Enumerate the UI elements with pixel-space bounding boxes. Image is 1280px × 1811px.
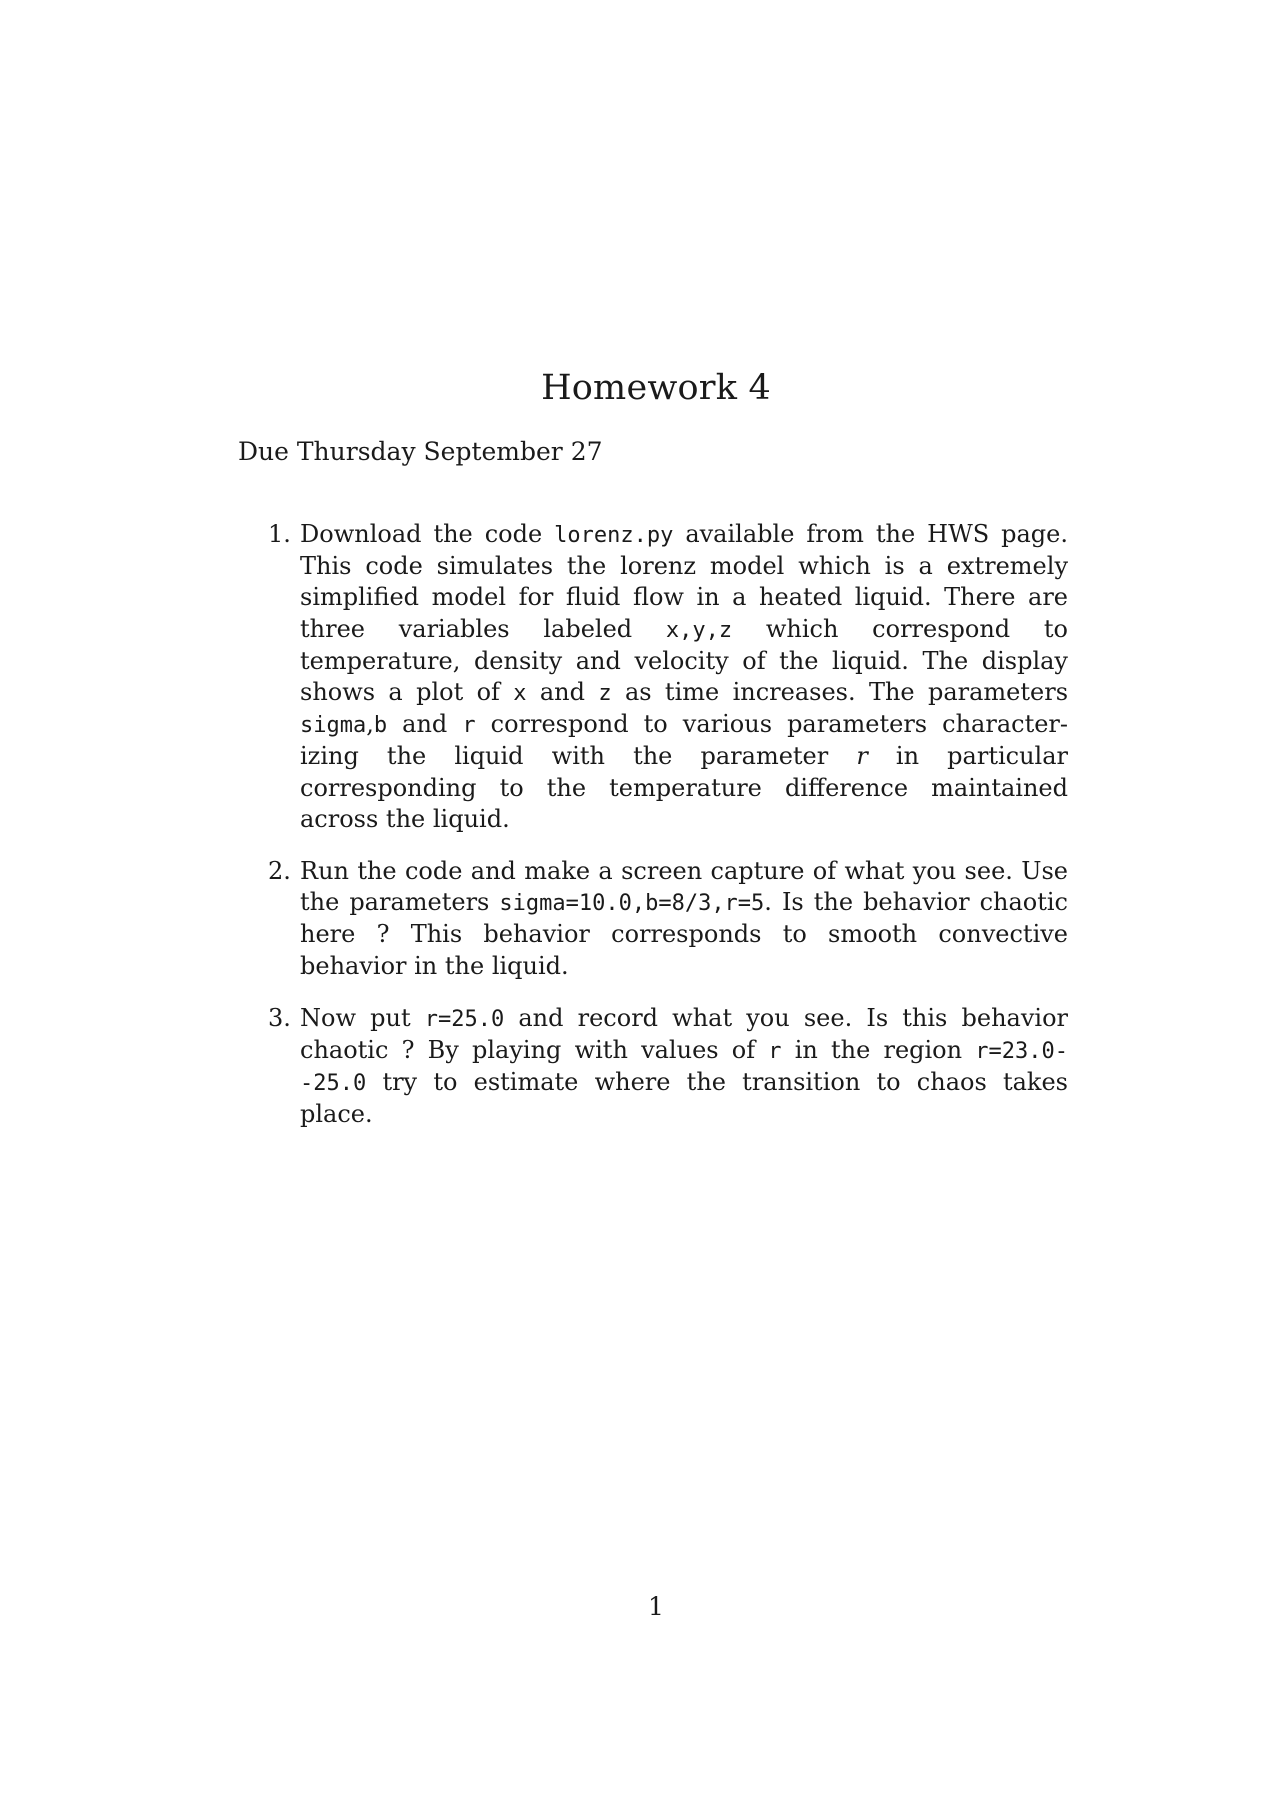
math-variable: r	[856, 742, 868, 771]
code-parameter: r=25.0	[424, 1006, 505, 1032]
code-parameter: sigma	[300, 713, 367, 739]
code-parameter: b	[373, 713, 388, 739]
page-number: 1	[648, 1592, 664, 1621]
text-run: Run the code and make a screen capture of what you see. Use the parameters	[300, 857, 1068, 917]
question-item-1	[268, 519, 1068, 835]
question-item-2	[268, 856, 1068, 982]
question-number: 1.	[268, 520, 291, 548]
question-text	[300, 1003, 1068, 1131]
question-item-3	[268, 1003, 1068, 1131]
text-run: . Is the behavior chaotic here ? This behavior corresponds to smooth convective behavior in the liquid.	[300, 888, 1068, 980]
code-variables: x,y,z	[665, 617, 733, 643]
text-run: try to estimate where the transition to chaos takes place.	[300, 1068, 1068, 1129]
text-run: Download the code	[300, 520, 555, 548]
text-run: which correspond to temperature, density and velocity of the liquid. The display shows a plot of	[300, 614, 1069, 707]
page-title: Homework 4	[541, 368, 771, 408]
question-text	[300, 519, 1068, 835]
code-parameters: sigma=10.0,b=8/3,r=5	[499, 891, 765, 917]
code-variable: z	[598, 681, 612, 707]
code-range: r=23.0--25.0	[300, 1039, 1068, 1097]
due-date: Due Thursday September 27	[238, 437, 603, 466]
text-run: in the region	[781, 1036, 976, 1065]
code-filename: lorenz.py	[554, 523, 674, 548]
text-run: and	[526, 678, 599, 707]
text-run: correspond to various parameters character-izing the liquid with the parameter	[300, 710, 1069, 771]
text-run: in particular corresponding to the temperature difference maintained across the liquid.	[300, 742, 1068, 833]
question-number: 3.	[268, 1003, 291, 1032]
text-run: and record what you see. Is this behavior chaotic ? By playing with values of	[300, 1003, 1068, 1065]
question-text	[300, 856, 1068, 982]
code-variable: x	[513, 681, 527, 707]
code-parameter: r	[768, 1039, 782, 1065]
code-parameter: r	[462, 713, 476, 739]
text-run: as time increases. The parameters	[611, 678, 1069, 707]
text-run: Now put	[300, 1003, 425, 1032]
text-run: and	[387, 710, 463, 739]
text-run: ,	[366, 710, 374, 739]
question-list	[268, 519, 1068, 1152]
question-number: 2.	[268, 857, 291, 886]
text-run: available from the HWS page. This code simulates the lorenz model which is a extremely simplified model for fluid flow in a heated liquid. There are three variables labeled	[300, 520, 1069, 643]
